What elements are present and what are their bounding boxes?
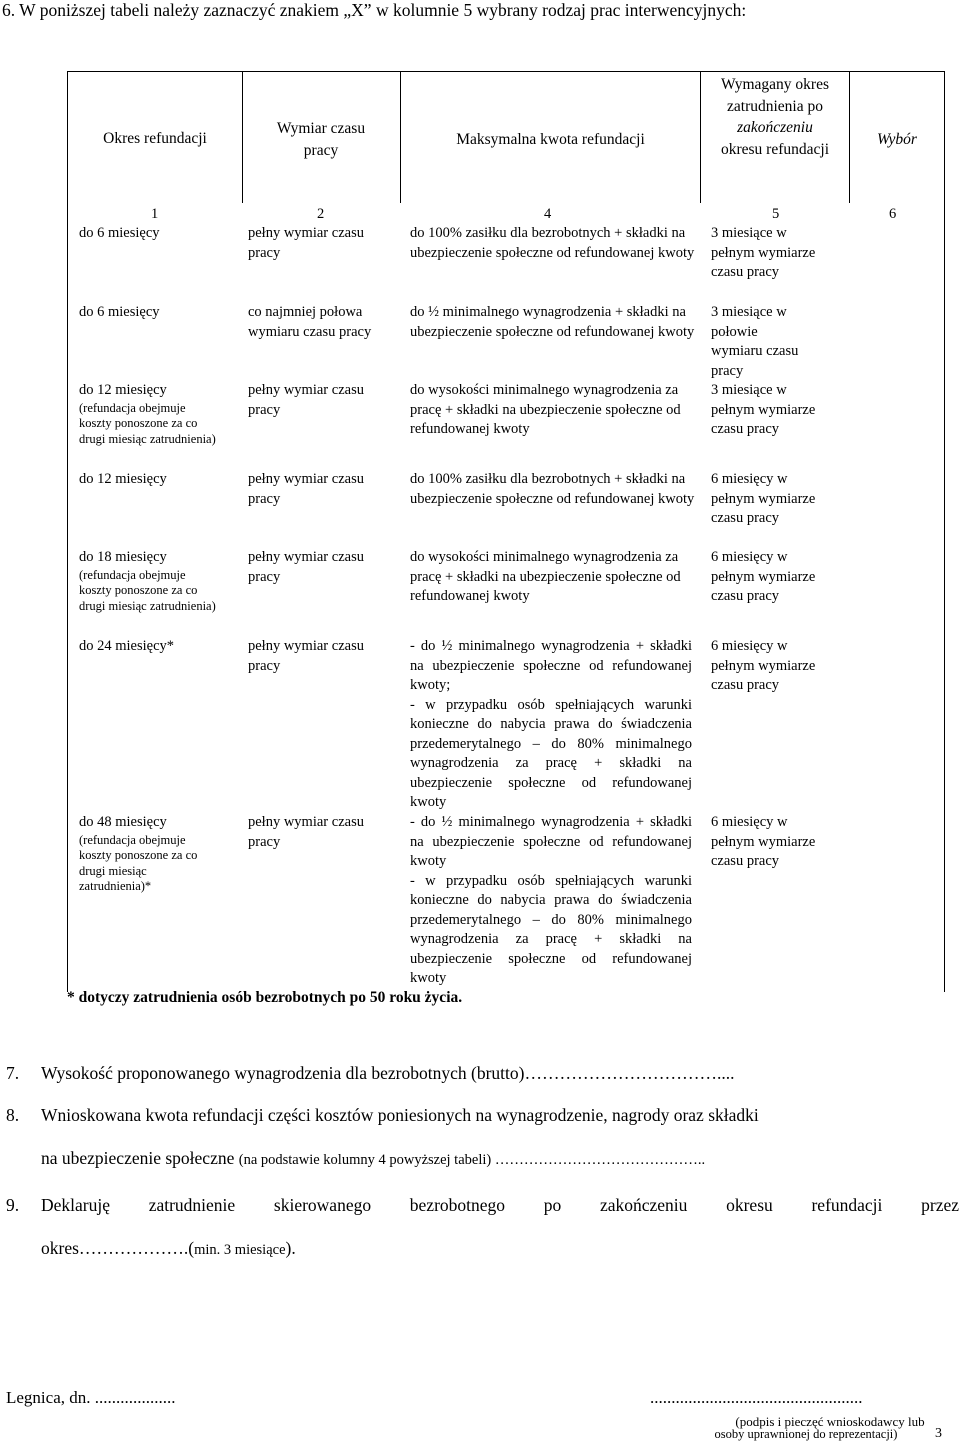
table-row-5-wybor-cell[interactable] — [850, 546, 944, 632]
header-maksymalna-kwota: Maksymalna kwota refundacji — [456, 131, 645, 148]
table-row-1-okres: do 6 miesięcy — [79, 225, 160, 241]
table-row-3-okres-label: do 12 miesięcy — [79, 382, 167, 398]
header-wymiar-czasu: Wymiar czasu pracy — [276, 120, 366, 159]
table-row-4-zatrudnienie: 6 miesięcy w pełnym wymiarze czasu pracy — [711, 471, 816, 526]
table-row-1-wybor-cell[interactable] — [850, 222, 944, 298]
table-row-2-wybor-cell[interactable] — [850, 301, 944, 377]
signature-caption-line2: osoby uprawnionej do reprezentacji) — [714, 1427, 898, 1441]
table-footnote: * dotyczy zatrudnienia osób bezrobotnych po 50 roku życia. — [67, 989, 463, 1006]
table-row-5-zatrudnienie: 6 miesięcy w pełnym wymiarze czasu pracy — [711, 549, 816, 604]
table-row-7-okres — [79, 813, 239, 895]
table-row-4-okres: do 12 miesięcy — [79, 471, 167, 487]
table-row-1-zatrudnienie: 3 miesiące w pełnym wymiarze czasu pracy — [711, 225, 816, 280]
item-8-line2-small: (na podstawie kolumny 4 powyższej tabeli) …………………………………….. — [238, 1152, 706, 1168]
item-7-number: 7. — [6, 1063, 20, 1083]
table-row-3-zatrudnienie: 3 miesiące w pełnym wymiarze czasu pracy — [711, 382, 816, 437]
column-divider — [242, 72, 243, 203]
header-okres-refundacji: Okres refundacji — [103, 130, 207, 147]
table-row-5-okres-note: (refundacja obejmuje koszty ponoszone za co drugi miesiąc zatrudnienia) — [79, 567, 216, 613]
intervention-works-table — [67, 71, 945, 992]
table-row-2-okres: do 6 miesięcy — [79, 304, 160, 320]
item-8-line2 — [41, 1136, 705, 1182]
column-number-5: 5 — [772, 206, 780, 222]
column-number-1: 1 — [151, 206, 159, 222]
table-row-7-zatrudnienie: 6 miesięcy w pełnym wymiarze czasu pracy — [711, 814, 816, 869]
table-row-2-zatrudnienie: 3 miesiące w połowie wymiaru czasu pracy — [711, 304, 799, 379]
header-wymagany-okres-line3: okresu refundacji — [720, 140, 830, 158]
table-row-5-kwota: do wysokości minimalnego wynagrodzenia za pracę + składki na ubezpieczenie społeczne od refundowanej kwoty — [410, 549, 681, 604]
item-8-line2-main: na ubezpieczenie społeczne — [41, 1148, 235, 1168]
table-row-4-kwota: do 100% zasiłku dla bezrobotnych + składki na ubezpieczenie społeczne od refundowanej kwoty — [410, 471, 695, 507]
item-9-line2-a: okres……………….( — [41, 1238, 195, 1258]
column-number-4: 4 — [544, 206, 552, 222]
place-date: Legnica, dn. ................... — [6, 1388, 176, 1407]
table-row-5-okres — [79, 548, 239, 614]
table-row-3-okres-note: (refundacja obejmuje koszty ponoszone za co drugi miesiąc zatrudnienia) — [79, 400, 216, 446]
table-row-6-okres: do 24 miesięcy* — [79, 638, 175, 654]
table-row-7-okres-note: (refundacja obejmuje koszty ponoszone za co drugi miesiąc zatrudnienia)* — [79, 832, 198, 893]
item-7-text: Wysokość proponowanego wynagrodzenia dla bezrobotnych (brutto)…………………………….... — [41, 1063, 735, 1083]
table-row-5-wymiar: pełny wymiar czasu pracy — [248, 549, 364, 585]
item-8-line1: Wnioskowana kwota refundacji części kosztów poniesionych na wynagrodzenie, nagrody oraz składki — [41, 1105, 759, 1125]
table-row-3-okres — [79, 381, 239, 447]
table-row-1-wymiar: pełny wymiar czasu pracy — [248, 225, 364, 261]
table-row-3-kwota: do wysokości minimalnego wynagrodzenia za pracę + składki na ubezpieczenie społeczne od refundowanej kwoty — [410, 382, 681, 437]
table-row-7-wymiar: pełny wymiar czasu pracy — [248, 814, 364, 850]
table-row-3-wybor-cell[interactable] — [850, 379, 944, 465]
item-9-number: 9. — [6, 1195, 20, 1215]
table-row-7-kwota: - do ½ minimalnego wynagrodzenia + składki na ubezpieczenie społeczne od refundowanej kwoty - w przypadku osób spełniających warunki konieczne do nabycia prawa do świadczenia przedemerytalnego – do 80% minimalnego wynagrodzenia za pracę + składki na ubezpieczenie społeczne od refundowanej kwoty — [410, 814, 692, 986]
table-row-4-wybor-cell[interactable] — [850, 468, 944, 544]
signature-line: .................................................. — [650, 1388, 863, 1407]
table-row-2-kwota: do ½ minimalnego wynagrodzenia + składki na ubezpieczenie społeczne od refundowanej kwoty — [410, 304, 695, 340]
item-8-number: 8. — [6, 1105, 20, 1125]
signature-caption-line1: (podpis i pieczęć wnioskodawcy lub — [735, 1414, 925, 1429]
table-row-5-okres-label: do 18 miesięcy — [79, 549, 167, 565]
table-row-7-okres-label: do 48 miesięcy — [79, 814, 167, 830]
table-row-6-wymiar: pełny wymiar czasu pracy — [248, 638, 364, 674]
column-divider — [700, 72, 701, 203]
table-row-6-kwota: - do ½ minimalnego wynagrodzenia + składki na ubezpieczenie społeczne od refundowanej kwoty; - w przypadku osób spełniających warunki konieczne do nabycia prawa do świadczenia przedemerytalnego – do 80% minimalnego wynagrodzenia za pracę + składki na ubezpieczenie społeczne od refundowanej kwoty — [410, 638, 692, 810]
table-row-7-wybor-cell[interactable] — [850, 811, 944, 987]
table-row-6-zatrudnienie: 6 miesięcy w pełnym wymiarze czasu pracy — [711, 638, 816, 693]
header-wybor: Wybór — [877, 131, 917, 148]
header-wymagany-okres — [707, 74, 843, 160]
column-number-2: 2 — [317, 206, 325, 222]
header-wymagany-okres-line1: Wymagany okres zatrudnienia po — [721, 76, 829, 115]
item-9-line2 — [41, 1226, 296, 1272]
table-row-3-wymiar: pełny wymiar czasu pracy — [248, 382, 364, 418]
header-wymagany-okres-italic: zakończeniu — [737, 119, 813, 136]
column-number-6: 6 — [889, 206, 897, 222]
question-6-heading: 6. W poniższej tabeli należy zaznaczyć znakiem „X” w kolumnie 5 wybrany rodzaj prac interwencyjnych: — [2, 0, 747, 20]
table-row-4-wymiar: pełny wymiar czasu pracy — [248, 471, 364, 507]
page-number: 3 — [935, 1426, 942, 1441]
item-9-line1: Deklaruję zatrudnienie skierowanego bezrobotnego po zakończeniu okresu refundacji przez — [41, 1195, 959, 1215]
item-9-line2-small: min. 3 miesiące — [194, 1242, 286, 1258]
table-row-2-wymiar: co najmniej połowa wymiaru czasu pracy — [248, 304, 372, 340]
item-9-line2-b: ). — [285, 1238, 296, 1258]
table-row-6-wybor-cell[interactable] — [850, 635, 944, 807]
table-row-1-kwota: do 100% zasiłku dla bezrobotnych + składki na ubezpieczenie społeczne od refundowanej kwoty — [410, 225, 695, 261]
